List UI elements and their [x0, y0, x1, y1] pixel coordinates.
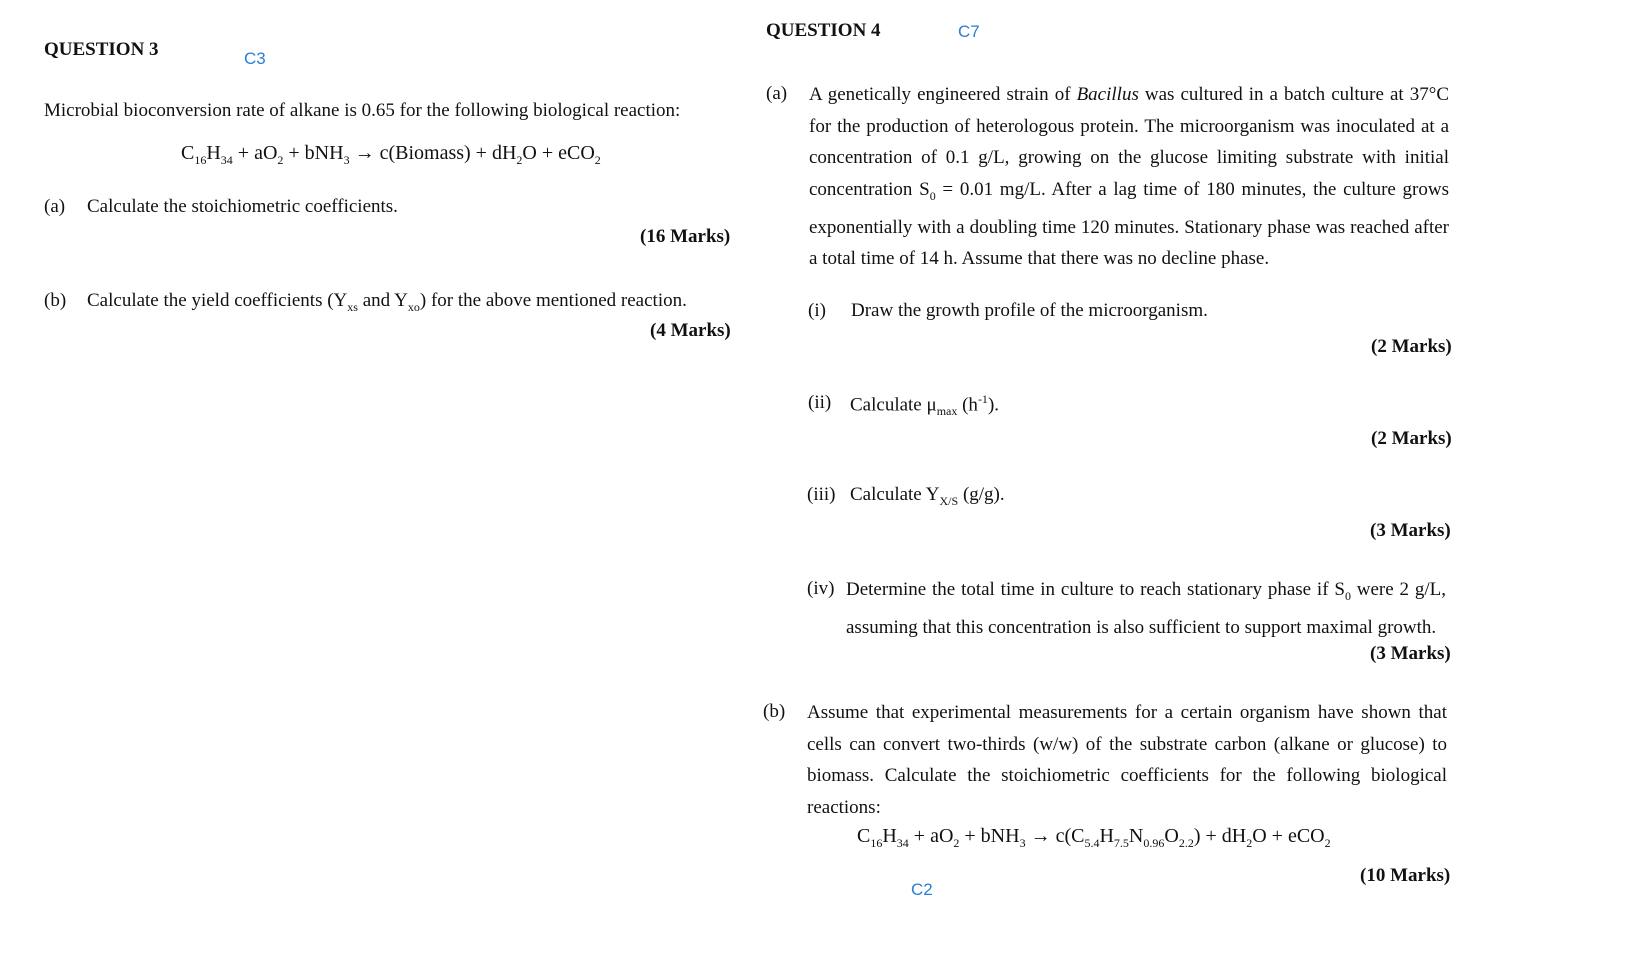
question-4-sub-i-marks: (2 Marks)	[1371, 336, 1452, 357]
question-3-part-a-marks: (16 Marks)	[640, 226, 731, 247]
question-4-part-a-text: A genetically engineered strain of Bacillus was cultured in a batch culture at 37°C for the production of heterologous protein. The microorganism was inoculated at a concentration of 0.1 g/L, growing on the glucose limiting substrate with initial concentration $S_0 = 0.01$ mg/L. After a lag time of 180 minutes, the culture grows exponentially with a doubling time 120 minutes. Stationary phase was reached after a total time of 14 h. Assume that there was no decline phase.	[809, 84, 1449, 270]
question-4-sub-i-text: Draw the growth profile of the microorganism.	[851, 300, 1208, 321]
question-4-sub-iii-label: (iii)	[807, 484, 836, 505]
question-3-title: QUESTION 3	[44, 39, 159, 60]
question-4-part-b-equation: $C_{16}H_{34} + aO_2 + bNH_3 \to c(C_{5.4}H_{7.5}N_{0.96}O_{2.2}) + dH_2O + eCO_2$	[857, 825, 1331, 850]
question-3-part-a-text: Calculate the stoichiometric coefficients.	[87, 196, 398, 217]
question-3-part-b-label: (b)	[44, 290, 67, 311]
question-3-tag: C3	[244, 49, 266, 68]
question-4-part-b-label: (b)	[763, 701, 786, 722]
question-3-part-a-label: (a)	[44, 196, 66, 217]
question-4-sub-ii-text: Calculate $\mu_{max}$ $(h^{-1})$.	[850, 392, 1000, 419]
question-3-equation: $C_{16}H_{34} + aO_2 + bNH_3$ → c(Biomass) + $dH_2O + eCO_2$	[181, 142, 601, 167]
question-4-sub-iv-label: (iv)	[807, 578, 835, 599]
question-4-sub-iii-marks: (3 Marks)	[1370, 520, 1451, 541]
question-4-part-b-marks: (10 Marks)	[1360, 865, 1451, 886]
question-4-title: QUESTION 4	[766, 20, 881, 41]
question-4-part-a-label: (a)	[766, 83, 788, 104]
question-4-sub-iv-text: Determine the total time in culture to reach stationary phase if $S_0$ were 2 g/L, assuming that this concentration is also sufficient to support maximal growth.	[846, 579, 1446, 639]
question-4-sub-ii-marks: (2 Marks)	[1371, 428, 1452, 449]
question-4-sub-iii-text: Calculate $Y_{X/S}$ (g/g).	[850, 484, 1005, 508]
question-4-sub-i-label: (i)	[808, 300, 826, 321]
question-3-part-b-marks: (4 Marks)	[650, 320, 731, 341]
question-4-sub-ii-label: (ii)	[808, 392, 832, 413]
question-3-intro: Microbial bioconversion rate of alkane is 0.65 for the following biological reaction:	[44, 100, 681, 121]
question-4-sub-iv-marks: (3 Marks)	[1370, 643, 1451, 664]
bottom-tag: C2	[911, 880, 933, 899]
question-3-part-b-text: Calculate the yield coefficients ($Y_{xs}$ and $Y_{xo}$) for the above mentioned reaction.	[87, 290, 687, 314]
question-4-tag: C7	[958, 22, 980, 41]
question-4-part-b-text: Assume that experimental measurements for a certain organism have shown that cells can convert two-thirds (w/w) of the substrate carbon (alkane or glucose) to biomass. Calculate the stoichiometric coefficients for the following biological reactions:	[807, 702, 1447, 818]
